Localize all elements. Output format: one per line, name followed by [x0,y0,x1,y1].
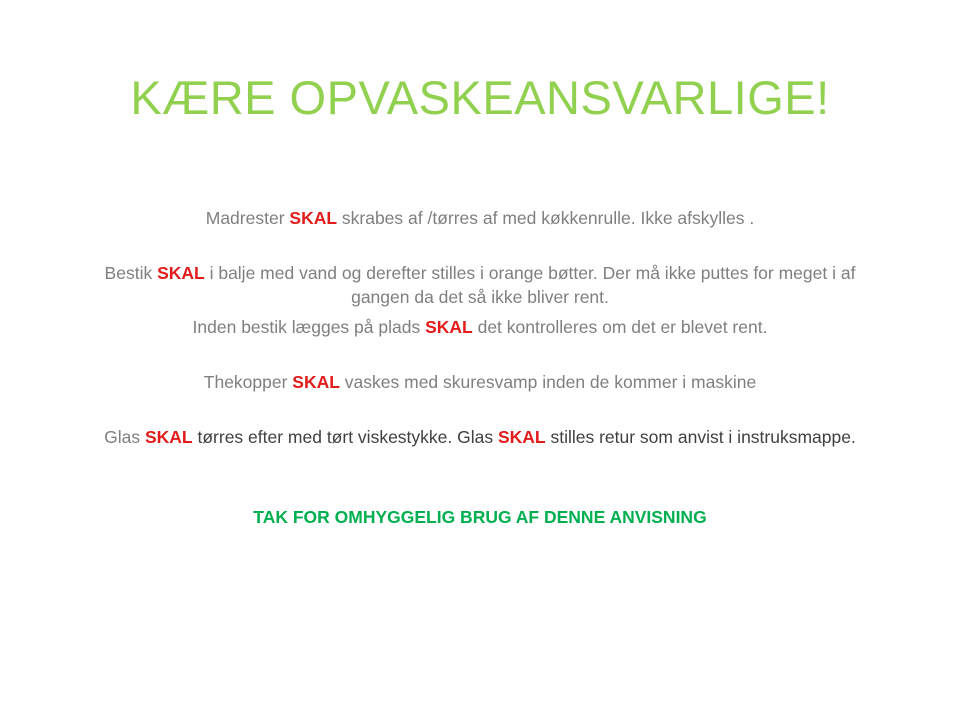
paragraph-text: stilles retur som anvist i instruksmappe. [545,427,856,447]
paragraph-text: skrabes af /tørres af med køkkenrulle. Ikke afskylles . [337,208,755,228]
instruction-paragraph [90,261,870,309]
slide-title: KÆRE OPVASKEANSVARLIGE! [130,71,830,124]
instruction-paragraph [90,425,870,449]
thanks-line: TAK FOR OMHYGGELIG BRUG AF DENNE ANVISNING [253,507,707,527]
emphasis-word: SKAL [425,317,473,337]
paragraph-text: Inden bestik lægges på plads [192,317,426,337]
paragraph-text: det kontrolleres om det er blevet rent. [472,317,768,337]
paragraph-text: vaskes med skuresvamp inden de kommer i maskine [339,372,757,392]
emphasis-word: SKAL [144,427,193,447]
paragraph-text: Madrester [205,208,290,228]
instruction-paragraph [90,315,870,339]
paragraph-text: Bestik [104,263,158,283]
instruction-paragraph [90,206,870,230]
emphasis-word: SKAL [289,208,338,228]
emphasis-word: SKAL [157,263,205,283]
paragraph-text: i balje med vand og derefter stilles i orange bøtter. Der må ikke puttes for meget i af gangen da det så ikke bliver rent. [204,263,856,307]
emphasis-word: SKAL [497,427,546,447]
paragraph-text: tørres efter med tørt viskestykke. Glas [192,427,498,447]
emphasis-word: SKAL [292,372,340,392]
instruction-paragraph [90,370,870,394]
paragraph-text: Thekopper [203,372,293,392]
slide-body [90,206,870,529]
paragraph-text: Glas [104,427,145,447]
